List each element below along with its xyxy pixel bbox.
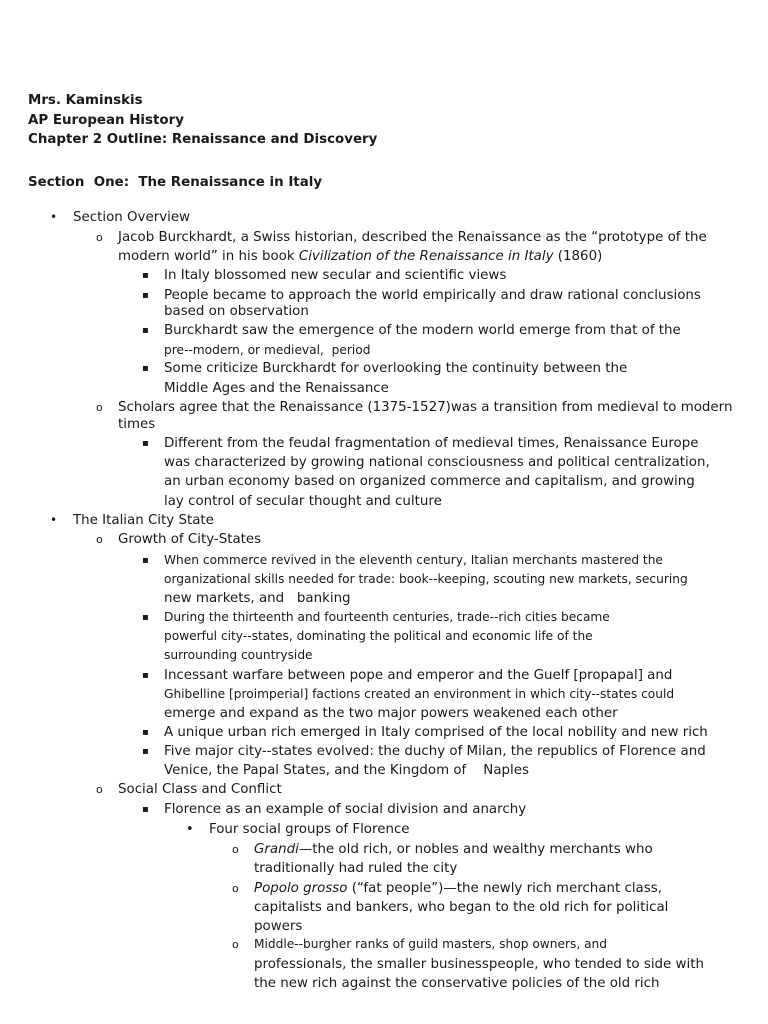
outline-item-five-states-line1: Five major city--states evolved: the duchy of Milan, the republics of Florence and [164,744,706,759]
outline-item-criticize-line1: Some criticize Burckhardt for overlooking the continuity between the [164,361,628,376]
outline-item-warfare-line3: emerge and expand as the two major powers weakened each other [164,706,618,721]
term-grandi: Grandi [254,842,299,857]
bullet-level1: • [50,513,58,527]
outline-item-criticize-line2: Middle Ages and the Renaissance [164,381,389,396]
outline-item-popolo-line1 [254,879,662,898]
outline-item-burckhardt-line2 [118,247,602,266]
bullet-level2: o [96,783,103,796]
bullet-level2: o [96,401,103,414]
outline-item-commerce-line2: organizational skills needed for trade: book--keeping, scouting new markets, securing [164,572,688,586]
bullet-level3: ▪ [142,612,149,623]
outline-item-middle-burgher-line2: professionals, the smaller businesspeople, who tended to side with [254,957,704,972]
bullet-level3: ▪ [142,746,149,757]
outline-item-social-class: Social Class and Conflict [118,782,282,797]
chapter-title: Chapter 2 Outline: Renaissance and Discovery [28,132,378,147]
course-name: AP European History [28,113,184,128]
outline-item-empirical-line2: based on observation [164,304,309,319]
bullet-level3: ▪ [142,555,149,566]
outline-item-trade-cities-line2: powerful city--states, dominating the political and economic life of the [164,629,593,643]
outline-item-grandi-line1 [254,840,653,859]
outline-item-scholars-line1: Scholars agree that the Renaissance (1375-1527)was a transition from medieval to modern [118,400,733,415]
outline-item-warfare-line2: Ghibelline [proimperial] factions created an environment in which city--states could [164,687,675,701]
outline-item-trade-cities-line3: surrounding countryside [164,648,313,662]
outline-item-popolo-line2: capitalists and bankers, who began to the old rich for political [254,900,669,915]
bullet-level1: • [50,210,58,224]
outline-item-feudal-line2: was characterized by growing national consciousness and political centralization, [164,455,710,470]
bullet-level5: o [232,882,239,895]
term-popolo-grosso: Popolo grosso [254,881,348,896]
teacher-name: Mrs. Kaminskis [28,93,143,108]
outline-item-florence-example: Florence as an example of social division and anarchy [164,802,527,817]
outline-item-commerce-line3: new markets, and banking [164,591,351,606]
outline-item-grandi-line2: traditionally had ruled the city [254,861,458,876]
bullet-level4: • [186,822,194,837]
outline-item-trade-cities-line1: During the thirteenth and fourteenth centuries, trade--rich cities became [164,610,610,624]
bullet-level3: ▪ [142,363,149,374]
text-segment: (1860) [553,249,603,264]
outline-item-middle-burgher-line3: the new rich against the conservative policies of the old rich [254,976,660,991]
bullet-level2: o [96,533,103,546]
text-segment: modern world” in his book [118,249,299,264]
section-title: Section One: The Renaissance in Italy [28,175,323,190]
outline-item-feudal-line4: lay control of secular thought and culture [164,494,442,509]
bullet-level5: o [232,938,239,951]
bullet-level3: ▪ [142,270,149,281]
text-segment: (“fat people”)—the newly rich merchant class, [347,881,662,896]
outline-item-secular-views: In Italy blossomed new secular and scientific views [164,268,507,283]
bullet-level3: ▪ [142,290,149,301]
text-segment: —the old rich, or nobles and wealthy merchants who [298,842,653,857]
outline-item-urban-rich: A unique urban rich emerged in Italy comprised of the local nobility and new rich [164,725,708,740]
outline-item-commerce-line1: When commerce revived in the eleventh century, Italian merchants mastered the [164,553,663,567]
text-segment: Middle--burgher ranks of guild masters, shop owners, and [254,937,608,951]
outline-item-middle-burgher-line1 [254,935,607,954]
outline-item-empirical-line1: People became to approach the world empirically and draw rational conclusions [164,288,701,303]
bullet-level2: o [96,231,103,244]
outline-item-popolo-line3: powers [254,919,303,934]
outline-item-feudal-line3: an urban economy based on organized commerce and capitalism, and growing [164,474,695,489]
outline-item-modern-world-line2: pre--modern, or medieval, period [164,343,371,357]
outline-item-five-states-line2: Venice, the Papal States, and the Kingdom of Naples [164,763,529,778]
outline-item-modern-world-line1: Burckhardt saw the emergence of the modern world emerge from that of the [164,323,681,338]
book-title: Civilization of the Renaissance in Italy [298,249,554,264]
bullet-level3: ▪ [142,325,149,336]
bullet-level3: ▪ [142,438,149,449]
outline-item-italian-city-state: The Italian City State [73,513,214,528]
bullet-level3: ▪ [142,670,149,681]
outline-item-scholars-line2: times [118,417,156,432]
outline-item-growth-city-states: Growth of City-States [118,532,262,547]
outline-item-four-groups: Four social groups of Florence [209,822,410,837]
outline-item-warfare-line1: Incessant warfare between pope and emperor and the Guelf [propapal] and [164,668,673,683]
outline-item-feudal-line1: Different from the feudal fragmentation of medieval times, Renaissance Europe [164,436,699,451]
bullet-level3: ▪ [142,727,149,738]
bullet-level5: o [232,843,239,856]
bullet-level3: ▪ [142,804,149,815]
outline-item-section-overview: Section Overview [73,210,191,225]
outline-item-burckhardt-line1: Jacob Burckhardt, a Swiss historian, described the Renaissance as the “prototype of the [118,230,707,245]
